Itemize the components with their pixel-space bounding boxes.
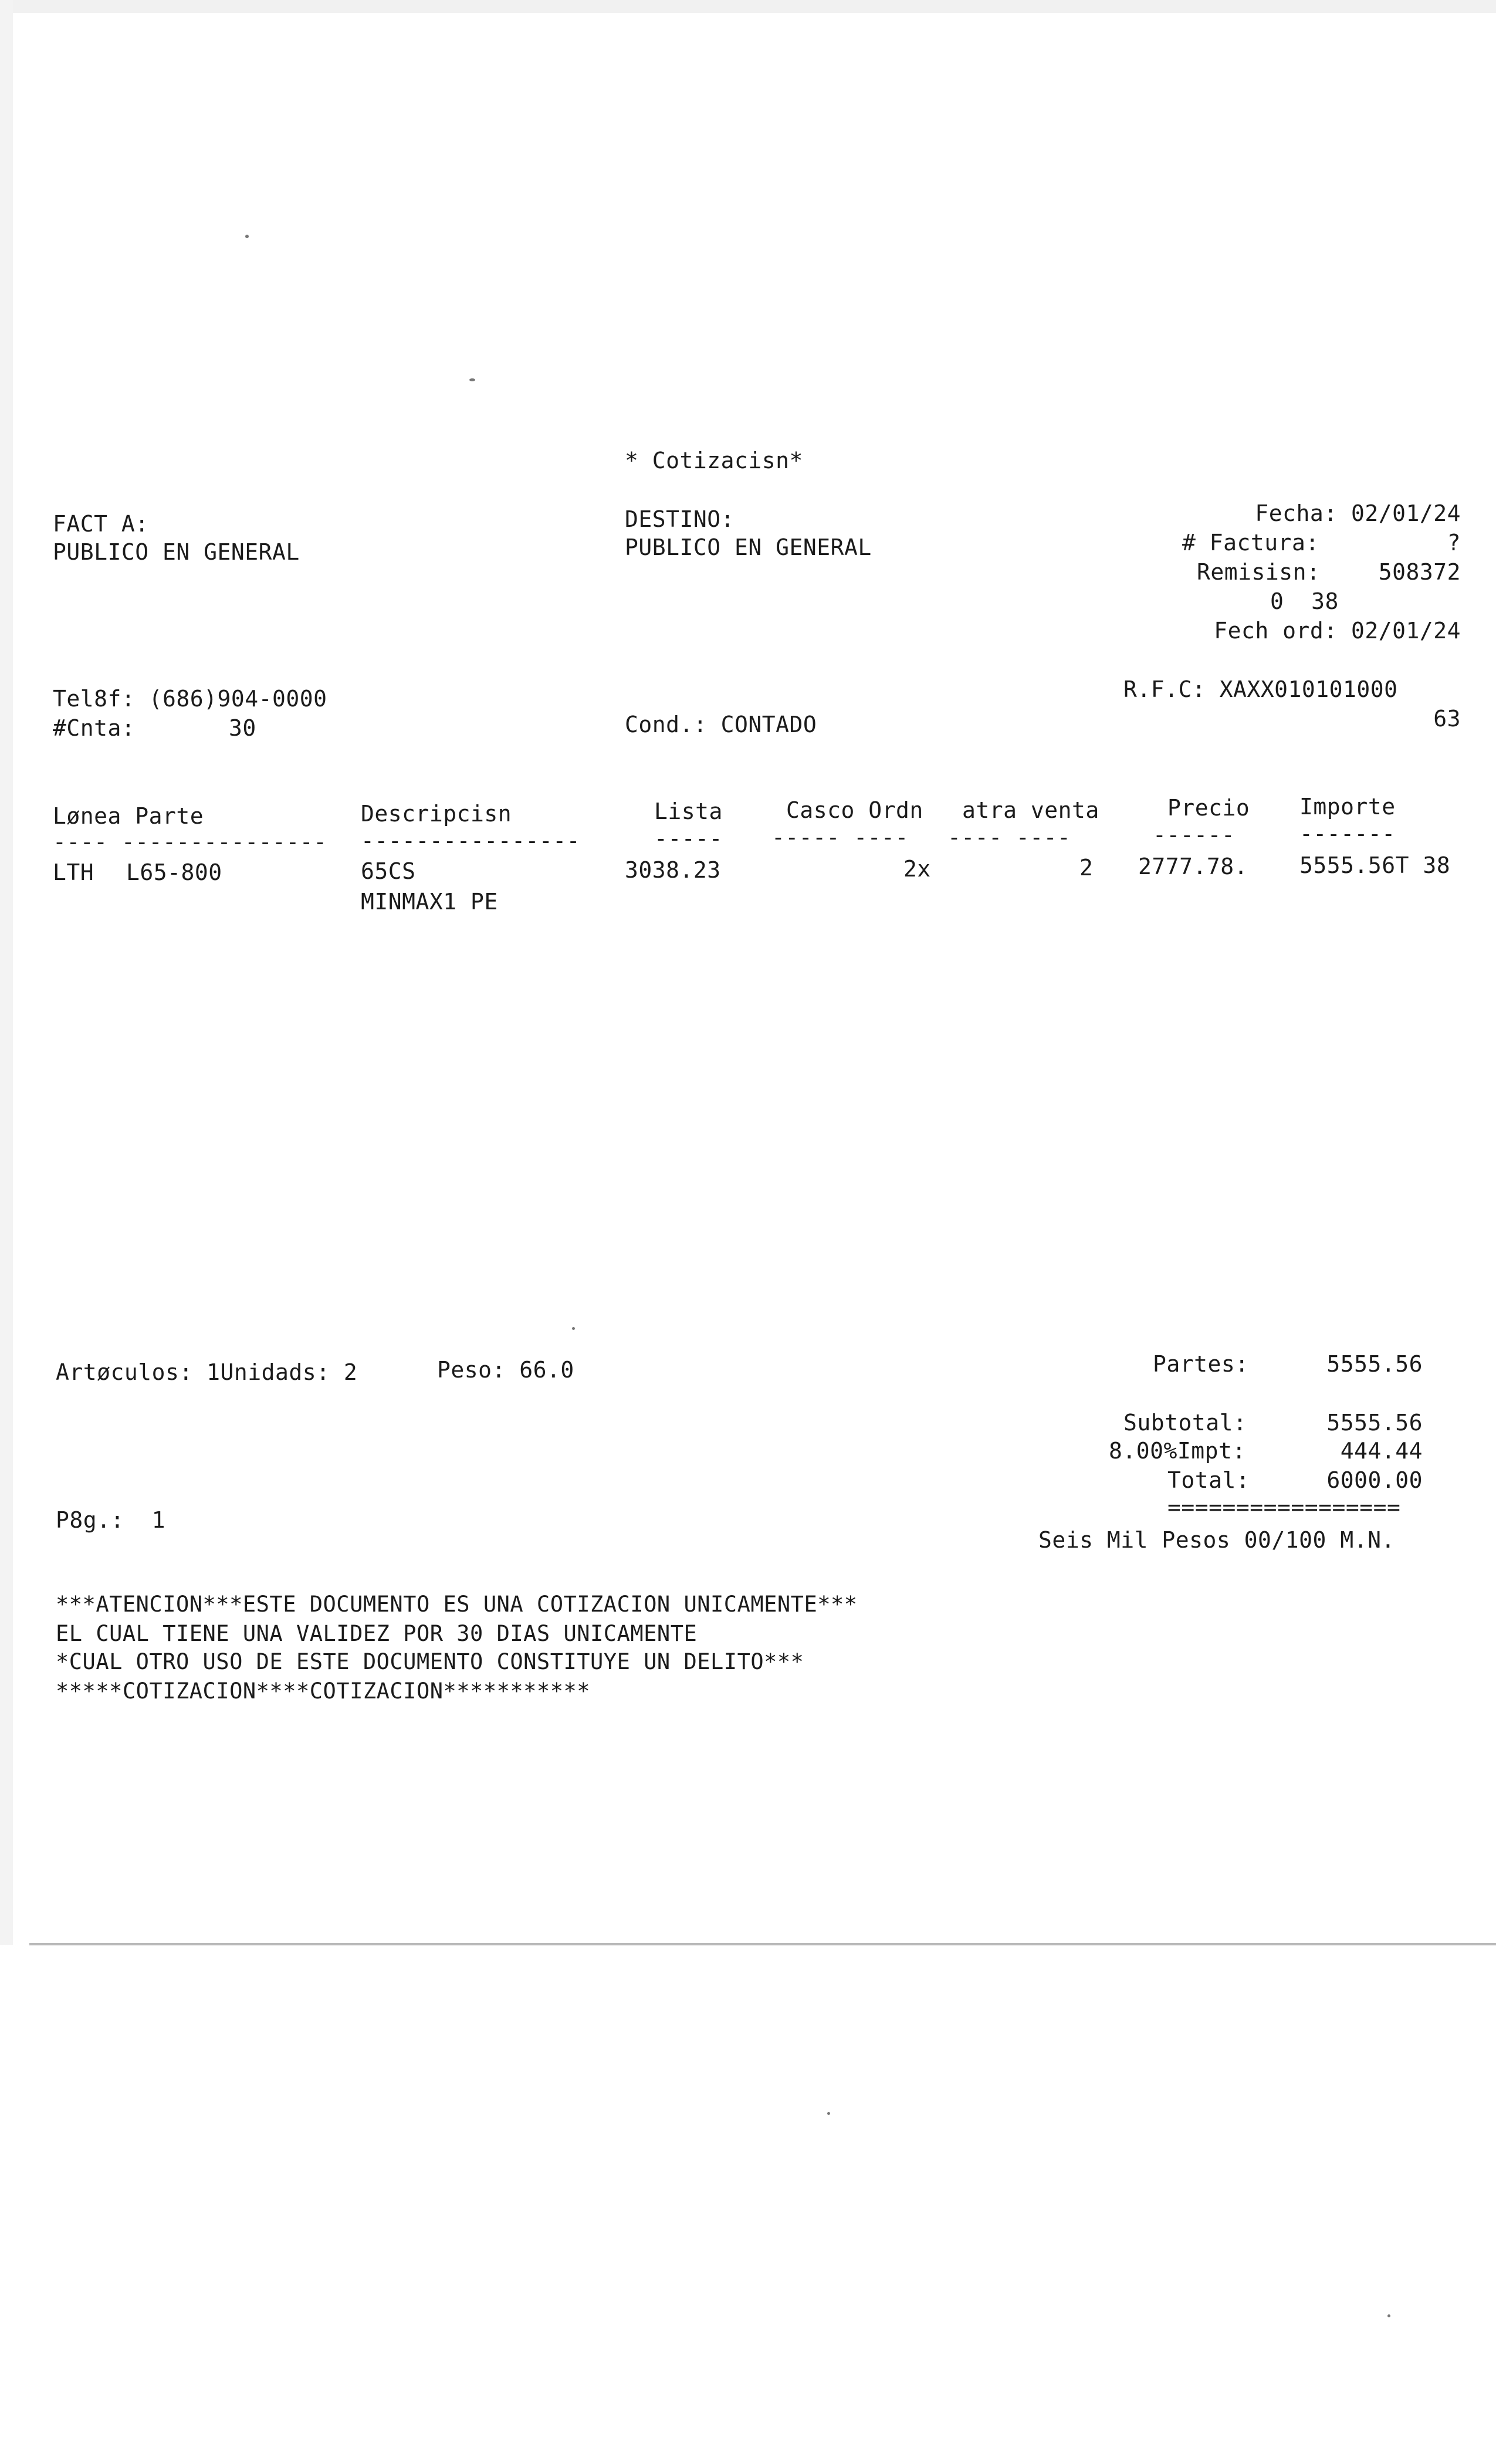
table-row-precio: 2777.78. [1138,854,1248,879]
table-row-parte: L65-800 [126,859,222,885]
notice-line-1: ***ATENCION***ESTE DOCUMENTO ES UNA COTIZACION UNICAMENTE*** [56,1592,858,1617]
document-title: * Cotizacisn* [625,448,803,473]
table-row-descripcion: 65CS [361,858,416,884]
subtotal-label: Subtotal: [1123,1410,1247,1436]
pagina: P8g.: 1 [56,1507,166,1533]
ship-to-name: PUBLICO EN GENERAL [625,534,872,560]
scan-page-bottom-edge [29,1943,1496,1945]
header-descripcion: Descripcisn [361,801,512,827]
condicion: Cond.: CONTADO [625,712,817,737]
header-casco-ordn: Casco Ordn [786,797,923,823]
fecha-orden: Fech ord: 02/01/24 [1214,618,1461,644]
telefono: Tel8f: (686)904-0000 [53,686,327,712]
dashes-lista: ----- [654,825,723,851]
importe-con-letra: Seis Mil Pesos 00/100 M.N. [1038,1527,1395,1553]
scan-edge-left [0,0,13,1945]
scan-speck [1387,2314,1390,2317]
partes-label: Partes: [1153,1351,1249,1377]
dashes-casco-ordn: ----- ---- [771,824,909,850]
total-label: Total: [1167,1467,1250,1493]
meta-code: 63 [1433,706,1461,732]
table-row-linea: LTH [53,859,94,885]
scan-speck [827,2112,830,2115]
header-lista: Lista [654,798,723,824]
cuenta-label: #Cnta: [53,715,136,741]
header-atra-venta: atra venta [962,797,1099,823]
remision-extra: 0 38 [1270,588,1339,614]
dashes-importe: ------- [1299,821,1396,847]
fecha: Fecha: 02/01/24 [1255,500,1461,526]
dashes-precio: ------ [1153,822,1236,848]
total-value: 6000.00 [1326,1467,1423,1493]
dashes-atra-venta: ---- ---- [947,824,1071,850]
dashes-descripcion: ---------------- [361,828,581,854]
factura-value: ? [1447,530,1461,556]
remision-value: 508372 [1378,559,1461,585]
remision-label: Remisisn: [1197,559,1321,585]
header-linea-parte: Lønea Parte [53,803,204,829]
subtotal-value: 5555.56 [1326,1410,1423,1436]
notice-line-2: EL CUAL TIENE UNA VALIDEZ POR 30 DIAS UNICAMENTE [56,1621,698,1646]
notice-line-3: *CUAL OTRO USO DE ESTE DOCUMENTO CONSTITUYE UN DELITO*** [56,1649,804,1674]
factura-label: # Factura: [1182,530,1319,556]
scan-speck [245,235,249,238]
cuenta-value: 30 [229,715,256,741]
articulos-unidades: Artøculos: 1Unidads: 2 [56,1359,358,1385]
header-importe: Importe [1299,794,1396,820]
impuesto-value: 444.44 [1340,1438,1423,1464]
table-row-venta: 2 [1079,855,1094,881]
notice-line-4: *****COTIZACION****COTIZACION*********** [56,1678,591,1704]
bill-to-label: FACT A: [53,511,149,537]
header-precio: Precio [1167,795,1250,821]
table-row-descripcion-2: MINMAX1 PE [361,889,498,915]
impuesto-label: 8.00%Impt: [1109,1438,1246,1464]
scan-speck [469,378,475,381]
total-underline: ================= [1167,1494,1401,1520]
peso: Peso: 66.0 [437,1357,574,1383]
bill-to-name: PUBLICO EN GENERAL [53,539,300,565]
rfc: R.F.C: XAXX010101000 [1123,676,1398,702]
table-row-importe: 5555.56T 38 [1299,852,1451,878]
dashes-linea-parte: ---- --------------- [53,829,327,855]
partes-value: 5555.56 [1326,1351,1423,1377]
scan-edge-top [0,0,1496,13]
ship-to-label: DESTINO: [625,506,735,532]
table-row-lista: 3038.23 [625,857,721,883]
scan-speck [572,1327,575,1330]
table-row-ordn: 2x [903,856,931,882]
